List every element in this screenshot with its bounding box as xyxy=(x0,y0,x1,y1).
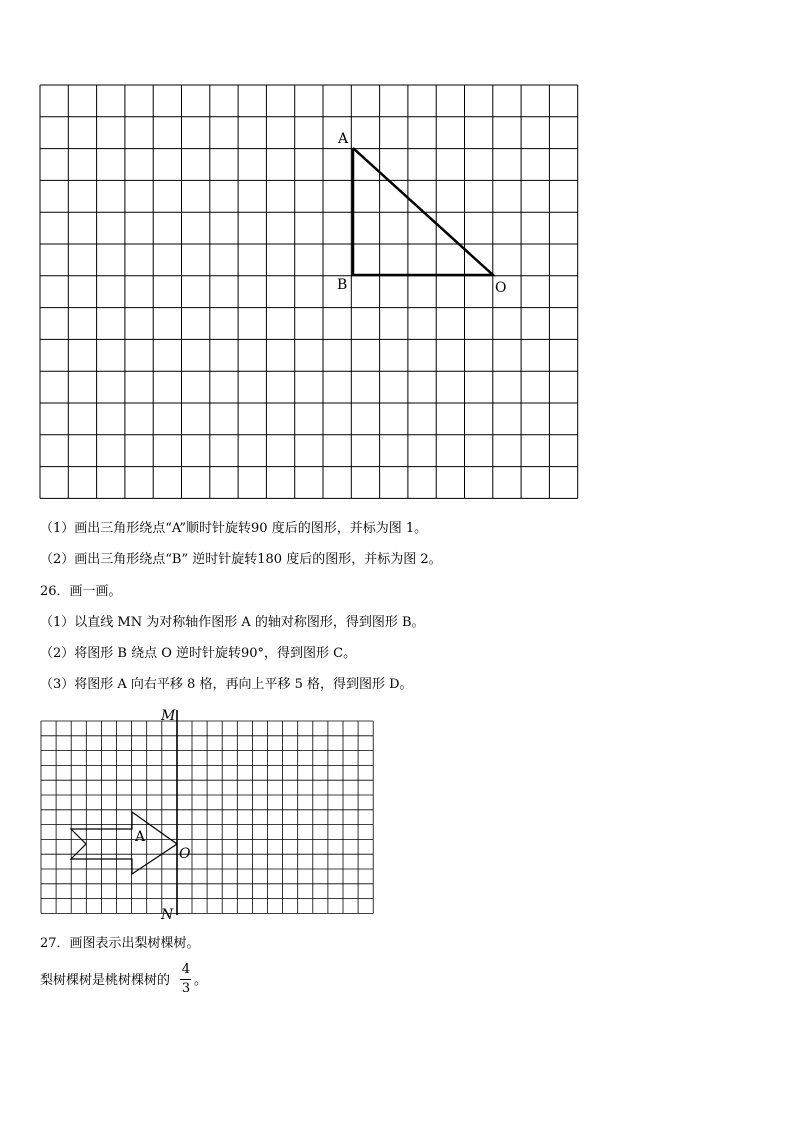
grid-figure-2 xyxy=(0,700,420,930)
q26-part2: （2）将图形 B 绕点 O 逆时针旋转90°，得到图形 C。 xyxy=(40,646,357,661)
grid-figure-1 xyxy=(0,0,794,520)
triangle-abo xyxy=(353,148,493,275)
label-b: B xyxy=(337,277,348,293)
label-o: O xyxy=(495,280,507,296)
label-shape-a: A xyxy=(135,829,146,845)
label-a: A xyxy=(338,131,349,147)
q27-sentence-suffix: 。 xyxy=(194,973,208,988)
q27-sentence-prefix: 梨树棵树是桃树棵树的 xyxy=(40,973,171,988)
fraction-bar xyxy=(180,979,191,980)
fraction-numerator: 4 xyxy=(181,962,191,977)
label-o2: O xyxy=(179,846,191,862)
q26-part1: （1）以直线 MN 为对称轴作图形 A 的轴对称图形，得到图形 B。 xyxy=(40,615,425,630)
shape-a xyxy=(71,812,177,874)
q26-part3: （3）将图形 A 向右平移 8 格，再向上平移 5 格，得到图形 D。 xyxy=(40,677,413,692)
label-n: N xyxy=(161,907,174,923)
q25-part1: （1）画出三角形绕点“A”顺时针旋转90 度后的图形，并标为图 1。 xyxy=(40,521,428,536)
q25-part2: （2）画出三角形绕点“B” 逆时针旋转180 度后的图形，并标为图 2。 xyxy=(40,552,442,567)
fraction-denominator: 3 xyxy=(181,981,191,996)
label-m: M xyxy=(161,708,176,724)
q26-title: 26．画一画。 xyxy=(40,584,122,599)
q27-title: 27．画图表示出梨树棵树。 xyxy=(40,936,200,951)
